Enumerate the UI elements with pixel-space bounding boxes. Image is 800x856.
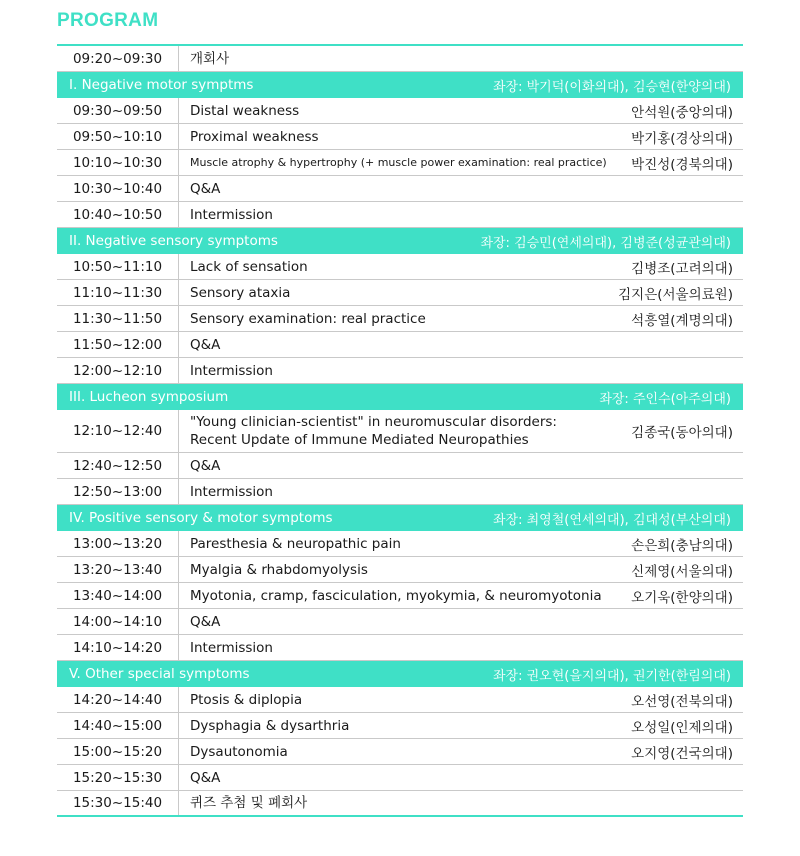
time-cell: 14:40~15:00 — [57, 713, 179, 738]
topic-line: Recent Update of Immune Mediated Neuropathies — [190, 432, 529, 448]
section-header — [57, 505, 743, 531]
program-row — [57, 531, 743, 557]
program-row — [57, 687, 743, 713]
topic-cell: Q&A — [190, 457, 221, 474]
section-title: III. Lucheon symposium — [69, 389, 229, 405]
program-row — [57, 410, 743, 453]
program-row — [57, 98, 743, 124]
time-cell: 13:40~14:00 — [57, 583, 179, 608]
topic-line: "Young clinician-scientist" in neuromuscular disorders: — [190, 414, 557, 430]
topic-cell: Lack of sensation — [190, 258, 308, 275]
topic-cell: Intermission — [190, 483, 273, 500]
program-row — [57, 583, 743, 609]
speaker-cell: 오성일(인제의대) — [631, 719, 733, 736]
program-row — [57, 765, 743, 791]
topic-cell: Intermission — [190, 639, 273, 656]
program-row — [57, 453, 743, 479]
time-cell: 13:00~13:20 — [57, 531, 179, 556]
topic-cell: Q&A — [190, 613, 221, 630]
time-cell: 09:30~09:50 — [57, 98, 179, 123]
topic-cell: Dysphagia & dysarthria — [190, 717, 350, 734]
topic-cell: Q&A — [190, 180, 221, 197]
speaker-cell: 박진성(경북의대) — [631, 156, 733, 173]
section-chair: 좌장: 최영철(연세의대), 김대성(부산의대) — [493, 512, 731, 528]
section-chair: 좌장: 권오현(을지의대), 권기한(한림의대) — [493, 668, 731, 684]
program-table — [57, 44, 743, 817]
topic-cell: Myalgia & rhabdomyolysis — [190, 561, 368, 578]
topic-cell: 개회사 — [190, 50, 230, 67]
time-cell: 14:20~14:40 — [57, 687, 179, 712]
speaker-cell: 석흥열(계명의대) — [631, 312, 733, 329]
speaker-cell: 신제영(서울의대) — [631, 563, 733, 580]
time-cell: 13:20~13:40 — [57, 557, 179, 582]
speaker-cell: 박기홍(경상의대) — [631, 130, 733, 147]
topic-cell: 퀴즈 추첨 및 폐회사 — [190, 795, 308, 811]
page-title: PROGRAM — [57, 10, 159, 31]
time-cell: 11:30~11:50 — [57, 306, 179, 331]
speaker-cell: 오선영(전북의대) — [631, 693, 733, 710]
speaker-cell: 오기욱(한양의대) — [631, 589, 733, 606]
section-header — [57, 72, 743, 98]
program-row — [57, 358, 743, 384]
section-header — [57, 228, 743, 254]
topic-cell: Proximal weakness — [190, 128, 319, 145]
time-cell: 10:50~11:10 — [57, 254, 179, 279]
section-title: IV. Positive sensory & motor symptoms — [69, 510, 333, 526]
program-row — [57, 46, 743, 72]
topic-cell: Intermission — [190, 362, 273, 379]
speaker-cell: 김지은(서울의료원) — [618, 286, 733, 303]
speaker-cell: 김종국(동아의대) — [631, 425, 733, 441]
time-cell: 15:20~15:30 — [57, 765, 179, 790]
time-cell: 12:40~12:50 — [57, 453, 179, 478]
program-row — [57, 791, 743, 817]
speaker-cell: 김병조(고려의대) — [631, 260, 733, 277]
speaker-cell: 손은희(충남의대) — [631, 537, 733, 554]
program-row — [57, 332, 743, 358]
program-row — [57, 635, 743, 661]
time-cell: 12:00~12:10 — [57, 358, 179, 383]
topic-cell: Distal weakness — [190, 102, 300, 119]
topic-cell: Myotonia, cramp, fasciculation, myokymia, & neuromyotonia — [190, 587, 602, 604]
topic-cell: Sensory ataxia — [190, 284, 291, 301]
time-cell: 09:50~10:10 — [57, 124, 179, 149]
time-cell: 14:00~14:10 — [57, 609, 179, 634]
section-chair: 좌장: 박기덕(이화의대), 김승현(한양의대) — [493, 79, 731, 95]
section-chair: 좌장: 김승민(연세의대), 김병준(성균관의대) — [480, 235, 731, 251]
time-cell: 12:10~12:40 — [57, 410, 179, 452]
program-row — [57, 713, 743, 739]
time-cell: 14:10~14:20 — [57, 635, 179, 660]
program-row — [57, 557, 743, 583]
topic-cell: Q&A — [190, 336, 221, 353]
topic-cell: Muscle atrophy & hypertrophy (+ muscle power examination: real practice) — [190, 155, 607, 169]
program-row — [57, 124, 743, 150]
topic-cell: Sensory examination: real practice — [190, 310, 426, 327]
program-row — [57, 150, 743, 176]
section-header — [57, 661, 743, 687]
topic-cell: Ptosis & diplopia — [190, 691, 303, 708]
section-title: II. Negative sensory symptoms — [69, 233, 278, 249]
time-cell: 11:50~12:00 — [57, 332, 179, 357]
topic-cell: Intermission — [190, 206, 273, 223]
time-cell: 11:10~11:30 — [57, 280, 179, 305]
program-row — [57, 176, 743, 202]
section-title: V. Other special symptoms — [69, 666, 250, 682]
program-row — [57, 479, 743, 505]
time-cell: 15:30~15:40 — [57, 791, 179, 815]
program-row — [57, 739, 743, 765]
speaker-cell: 안석원(중앙의대) — [631, 104, 733, 121]
time-cell: 10:10~10:30 — [57, 150, 179, 175]
program-row — [57, 280, 743, 306]
program-row — [57, 202, 743, 228]
section-header — [57, 384, 743, 410]
time-cell: 10:40~10:50 — [57, 202, 179, 227]
program-row — [57, 609, 743, 635]
section-chair: 좌장: 주인수(아주의대) — [599, 391, 731, 407]
speaker-cell: 오지영(건국의대) — [631, 745, 733, 762]
time-cell: 15:00~15:20 — [57, 739, 179, 764]
time-cell: 10:30~10:40 — [57, 176, 179, 201]
time-cell: 09:20~09:30 — [57, 46, 179, 71]
topic-cell: Q&A — [190, 769, 221, 786]
time-cell: 12:50~13:00 — [57, 479, 179, 504]
program-row — [57, 254, 743, 280]
topic-cell — [190, 410, 557, 452]
topic-cell: Paresthesia & neuropathic pain — [190, 535, 401, 552]
section-title: I. Negative motor symptms — [69, 77, 254, 93]
program-row — [57, 306, 743, 332]
topic-cell: Dysautonomia — [190, 743, 288, 760]
